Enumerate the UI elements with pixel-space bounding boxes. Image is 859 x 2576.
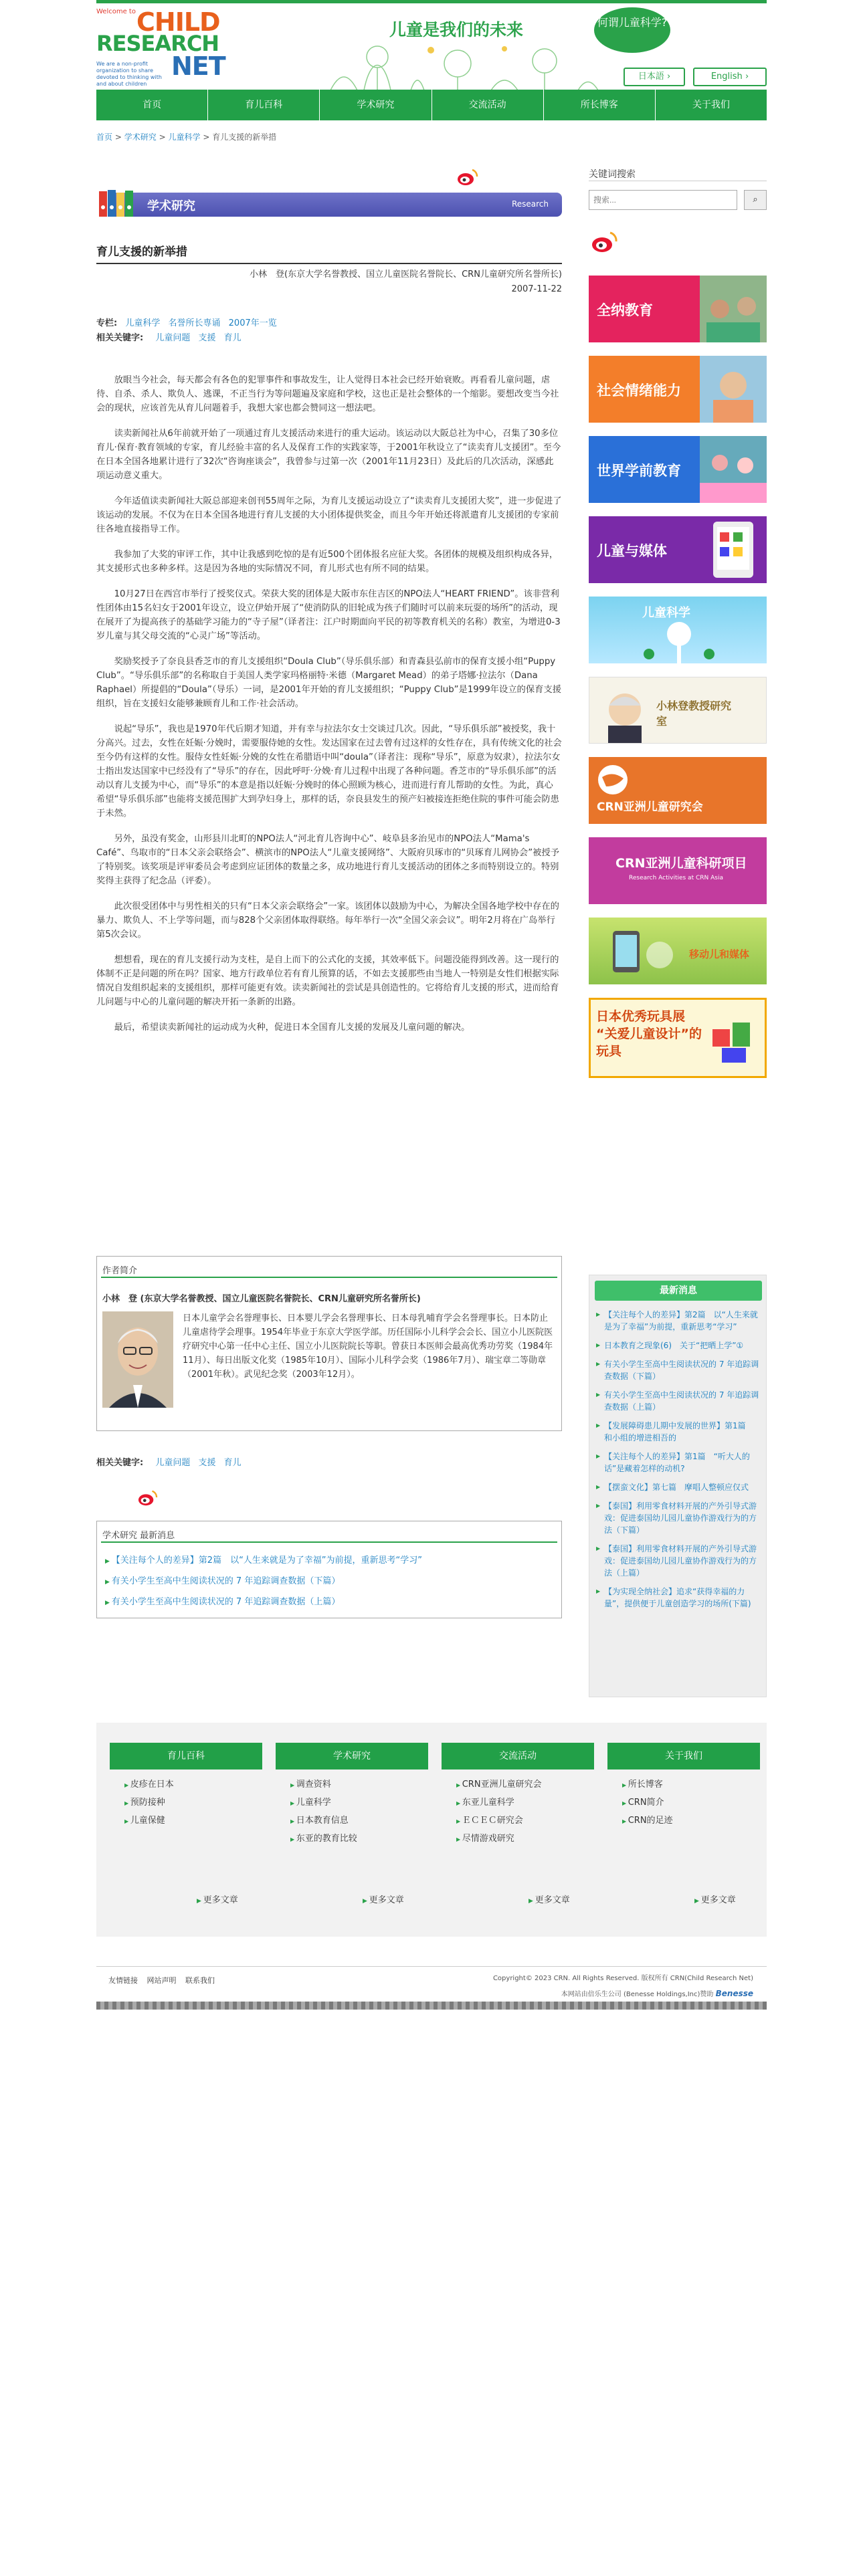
keyword-label: 相关关键字: bbox=[96, 333, 144, 343]
copyright: Copyright© 2023 CRN. All Rights Reserved. 版权所有 CRN(Child Research Net) bbox=[492, 1975, 753, 1982]
english-site-button[interactable] bbox=[693, 68, 767, 86]
friend-links[interactable]: 友情链接 bbox=[108, 1976, 138, 1985]
latest-item[interactable]: ▶ 【关注每个人的差异】第2篇 以“人生来就是为了幸福”为前提，重新思考“学习” bbox=[105, 1551, 422, 1572]
footer-col-title[interactable]: 育儿百科 bbox=[110, 1743, 262, 1769]
contact-link[interactable]: 联系我们 bbox=[185, 1976, 215, 1985]
japanese-label: 日本語 bbox=[638, 72, 664, 82]
logo-welcome: Welcome to bbox=[96, 8, 136, 15]
footer-col-parenting bbox=[110, 1743, 262, 1830]
search-input[interactable] bbox=[589, 190, 737, 210]
breadcrumb-sep: > bbox=[159, 132, 166, 142]
news-item[interactable]: ▶ 【发展障碍患儿期中发展的世界】第1篇 和小组的增进相吾的 bbox=[596, 1420, 761, 1444]
keyword-link[interactable]: 支援 bbox=[198, 333, 216, 343]
nav-about[interactable]: 关于我们 bbox=[692, 100, 730, 110]
site-header bbox=[96, 0, 767, 90]
phone-icon bbox=[599, 928, 680, 975]
site-logo[interactable] bbox=[96, 9, 254, 88]
footer-col-about bbox=[607, 1743, 760, 1830]
more-articles-link[interactable]: ▶ 更多文章 bbox=[529, 1893, 570, 1905]
ad-kobayashi-lab[interactable] bbox=[589, 677, 767, 744]
keyword-link[interactable]: 儿童问题 bbox=[155, 333, 191, 343]
footer-link[interactable]: ▶ 皮疹在日本 bbox=[124, 1776, 262, 1794]
ad-social-emotional[interactable] bbox=[589, 356, 767, 423]
footer-link[interactable]: ▶ 东亚的教育比较 bbox=[290, 1830, 428, 1848]
breadcrumb-research[interactable]: 学术研究 bbox=[124, 132, 157, 142]
ad-photo bbox=[700, 436, 767, 503]
author-profile bbox=[96, 1256, 562, 1431]
ad-child-media[interactable] bbox=[589, 516, 767, 583]
chevron-right-icon: › bbox=[666, 72, 671, 82]
ad-label: 移动儿和媒体 bbox=[689, 948, 750, 960]
nav-director-blog[interactable]: 所长博客 bbox=[544, 90, 656, 120]
footer-link[interactable]: ▶ 日本教育信息 bbox=[290, 1812, 428, 1830]
footer-link[interactable]: ▶ CRN的足迹 bbox=[622, 1812, 760, 1830]
what-is-child-science-bubble[interactable]: 何谓儿童科学? bbox=[594, 7, 670, 53]
news-item[interactable]: ▶ 有关小学生至高中生阅读状况的 7 年追踪调查数据（上篇） bbox=[596, 1389, 761, 1413]
header-illustration bbox=[324, 37, 605, 90]
ad-label: 社会情绪能力 bbox=[597, 383, 681, 399]
news-item[interactable]: ▶ 【泰国】利用零食材料开展的产外引导式游戏：促进泰国幼儿园儿童协作游戏行为的方法（上篇） bbox=[596, 1543, 761, 1579]
footer-link[interactable]: ▶ CRN亚洲儿童研究会 bbox=[456, 1776, 594, 1794]
latest-item[interactable]: ▶ 有关小学生至高中生阅读状况的 7 年追踪调查数据（上篇） bbox=[105, 1592, 422, 1613]
profile-heading: 作者简介 bbox=[102, 1266, 138, 1276]
article-body bbox=[96, 373, 562, 1046]
ad-child-science[interactable] bbox=[589, 597, 767, 663]
profile-divider bbox=[101, 1277, 557, 1278]
article-date: 2007-11-22 bbox=[511, 284, 562, 294]
more-articles-link[interactable]: ▶ 更多文章 bbox=[197, 1893, 238, 1905]
logo-child: CHILD bbox=[136, 7, 220, 37]
article-paragraph: 今年适值读卖新闻社大阪总部迎来创刊55周年之际，为育儿支援运动设立了“读卖育儿支援团大奖”，进一步促进了该运动的发展。不仅为在日本全国各地进行育儿支援的大小团体提供奖金，而且今年开始还将派遣育儿支援团的专家前往各地直接指导工作。 bbox=[96, 496, 562, 534]
latest-list bbox=[105, 1551, 422, 1613]
footer-col-title[interactable]: 交流活动 bbox=[442, 1743, 594, 1769]
toy-icon bbox=[706, 1009, 759, 1069]
footer-link[interactable]: ▶ 调查资料 bbox=[290, 1776, 428, 1794]
keyword-links-bottom bbox=[96, 1455, 242, 1468]
breadcrumb-sep: > bbox=[114, 132, 122, 142]
more-articles-link[interactable]: ▶ 更多文章 bbox=[694, 1893, 736, 1905]
ad-label: 儿童与媒体 bbox=[597, 543, 667, 559]
article-paragraph: 奖励奖授予了奈良县香芝市的育儿支援组织“Doula Club”（导乐俱乐部）和青森县弘前市的保育支援小组“Puppy Club”。“导乐俱乐部”的名称取自于美国人类学家玛格丽特·米德（Margaret Mead）的弟子塔娜·拉法尔（Dana Raphael）所提倡的“Doula”（导乐）一词，是2001年开始的育儿支援组织；“Puppy Club”是1999年设立的保育支援组织，旨在支援妇女能够兼顾育儿和工作·社会活动。 bbox=[96, 657, 562, 709]
ad-world-preschool[interactable] bbox=[589, 436, 767, 503]
keyword-link[interactable]: 儿童问题 bbox=[155, 1458, 191, 1468]
breadcrumb-sep: > bbox=[203, 132, 210, 142]
article-paragraph: 说起“导乐”，我也是1970年代后期才知道，并有幸与拉法尔女士交谈过几次。因此，“导乐俱乐部”被授奖，我十分高兴。过去，女性在妊娠·分娩时，需要服侍她的女性。发达国家在过去曾有过这样的女性存在，具有传统文化的社会至今仍有这样的女性。服侍女性妊娠·分娩的女性在希腊语中叫“doula”（译者注：现称“导乐”，原意为奴隶），拉法尔女士指出发达国家中已经没有了“导乐”的存在，因此呼吁·分娩·育儿过程中出现了各种问题。香芝市的“导乐俱乐部”的活动以育儿支援为中心，而“导乐”的本意是指以妊娠·分娩时的体心照顾为核心，进而进行育儿帮助的女性。为此，真心希望“导乐俱乐部”也能将支援范围扩大到孕妇身上，那样的话，奈良县发生的预产妇被接连拒绝住院的事件可能会防患于未然。 bbox=[96, 724, 562, 819]
weibo-share-icon[interactable] bbox=[455, 167, 479, 187]
column-links bbox=[96, 316, 277, 328]
ad-label: CRN亚洲儿童科研项目 bbox=[615, 856, 747, 871]
news-item[interactable]: ▶ 有关小学生至高中生阅读状况的 7 年追踪调查数据（下篇） bbox=[596, 1358, 761, 1382]
column-link[interactable]: 2007年一览 bbox=[228, 318, 277, 328]
keyword-label: 相关关键字: bbox=[96, 1458, 144, 1468]
ad-photo bbox=[700, 276, 767, 342]
article-byline bbox=[96, 267, 562, 297]
ad-crn-asia-research[interactable] bbox=[589, 837, 767, 904]
keyword-links bbox=[96, 330, 242, 343]
ad-mobile-media[interactable] bbox=[589, 918, 767, 984]
nav-parenting[interactable]: 育儿百科 bbox=[208, 90, 320, 120]
footer-link[interactable]: ▶ 所长博客 bbox=[622, 1776, 760, 1794]
search-button[interactable] bbox=[744, 190, 767, 210]
footer-link[interactable]: ▶ 儿童科学 bbox=[290, 1794, 428, 1812]
article-title: 育儿支援的新举措 bbox=[96, 242, 562, 264]
nav-research[interactable]: 学术研究 bbox=[320, 90, 432, 120]
column-link[interactable]: 名誉所长専诵 bbox=[168, 318, 221, 328]
site-statement-link[interactable]: 网站声明 bbox=[147, 1976, 177, 1985]
footer-strip bbox=[96, 2002, 767, 2010]
professor-illustration bbox=[595, 683, 655, 743]
nav-events[interactable]: 交流活动 bbox=[432, 90, 544, 120]
ad-label: 全纳教育 bbox=[597, 302, 653, 318]
ad-inclusive-education[interactable] bbox=[589, 276, 767, 342]
article-paragraph: 想想看，现在的育儿支援行动为支柱，是自上而下的公式化的支援，其效率低下。问题没能得到改善。这一现行的体制不正是问题的所在吗？国家、地方行政单位若有育儿预算的话，不如去支援那些由当地人一特别是女性们根据实际情况自发组织起来的支援组织，那样可能更有效。读卖新闻社的尝试是具创造性的。它将给育儿支援的形式，进而给育儿问题与中心的儿童问题的解决开拓一条新的出路。 bbox=[96, 955, 559, 1007]
main-nav bbox=[96, 90, 767, 120]
banner-title: 学术研究 bbox=[147, 199, 195, 213]
breadcrumb bbox=[96, 131, 767, 142]
news-item[interactable]: ▶ 【摆蛮文化】第七篇 摩唱人整顿应仅式 bbox=[596, 1481, 761, 1493]
news-item[interactable]: ▶ 【关注每个人的差异】第1篇 “听大人的话”是藏着怎样的动机? bbox=[596, 1451, 761, 1475]
ad-label: 小林登教授研究室 bbox=[656, 700, 732, 728]
footer-link[interactable]: ▶ 尽情游戏研究 bbox=[456, 1830, 594, 1848]
ad-crn-asia-meeting[interactable] bbox=[589, 757, 767, 824]
profile-bio: 日本儿童学会名誉理事长、日本婴儿学会名誉理事长、日本母乳哺育学会名誉理事长。日本防止儿童虐待学会理事。1954年毕业于东京大学医学部。历任国际小儿科学会会长、国立小儿医院医疗研究中心第一任中心主任、国立小儿医院院长等职。曾获日本医师会最高优秀功劳奖（1984年11月）、每日出版文化奖（1985年10月）、国际小儿科学会奖（1986年7月）、瑞宝章二等勋章（2001年秋）。武见纪念奖（2003年12月）。 bbox=[183, 1313, 553, 1380]
books-icon bbox=[96, 189, 136, 218]
site-footer bbox=[96, 1723, 767, 1937]
weibo-share-icon[interactable] bbox=[135, 1489, 159, 1507]
news-box bbox=[589, 1275, 767, 1697]
tablet-icon bbox=[706, 522, 760, 578]
ad-label: CRN亚洲儿童研究会 bbox=[597, 800, 703, 814]
keyword-link[interactable]: 育儿 bbox=[223, 333, 242, 343]
footer-col-events bbox=[442, 1743, 594, 1848]
news-item[interactable]: ▶ 【关注每个人的差异】第2篇 以“人生来就是为了幸福”为前提，重新思考“学习” bbox=[596, 1309, 761, 1333]
footer-col-research bbox=[276, 1743, 428, 1848]
english-label: English bbox=[710, 72, 743, 82]
benesse-logo[interactable]: Benesse bbox=[715, 1989, 753, 1998]
latest-item[interactable]: ▶ 有关小学生至高中生阅读状况的 7 年追踪调查数据（下篇） bbox=[105, 1572, 422, 1592]
column-link[interactable]: 儿童科学 bbox=[125, 318, 161, 328]
footer-link[interactable]: ▶ CRN简介 bbox=[622, 1794, 760, 1812]
sponsor-note bbox=[561, 1988, 753, 1998]
footer-col-title[interactable]: 学术研究 bbox=[276, 1743, 428, 1769]
keyword-search-heading: 关键词搜索 bbox=[589, 169, 636, 180]
footer-link[interactable]: ▶ 预防接种 bbox=[124, 1794, 262, 1812]
search-icon: ⌕ bbox=[753, 195, 758, 205]
header-slogan: 儿童是我们的未来 bbox=[389, 20, 524, 39]
latest-heading: 学术研究 最新消息 bbox=[102, 1531, 175, 1541]
news-heading: 最新消息 bbox=[595, 1281, 762, 1301]
sponsor-text: 本网站由倍乐生公司 (Benesse Holdings,Inc)赞助 bbox=[561, 1991, 714, 1998]
footer-link[interactable]: ▶ ＥＣＥＣ研究会 bbox=[456, 1812, 594, 1830]
article-paragraph: 此次很受团体中与男性相关的只有“日本父亲会联络会”一家。该团体以鼓励为中心，为解决全国各地学校中存在的暴力、欺负人、不上学等问题，而与828个父亲团体取得联络。每年举行一次“全国父亲会议”。明年2月将在广岛举行第5次会议。 bbox=[96, 901, 559, 940]
news-list bbox=[596, 1309, 761, 1616]
footer-col-title[interactable]: 关于我们 bbox=[607, 1743, 760, 1769]
news-item[interactable]: ▶ 【为实现全纳社会】追求“获得幸福的力量”，提供便于儿童创造学习的场所(下篇) bbox=[596, 1586, 761, 1610]
logo-tagline: We are a non-profit organization to share devoted to thinking with and about children bbox=[96, 61, 162, 87]
logo-research: RESEARCH bbox=[96, 31, 219, 56]
ad-sublabel: Research Activities at CRN Asia bbox=[629, 875, 723, 881]
latest-divider bbox=[101, 1541, 557, 1543]
article-paragraph: 放眼当今社会，每天都会有各色的犯罪事件和事故发生，让人觉得日本社会已经开始衰败。再看看儿童问题，虐待、自杀、杀人、欺负人、逃课，不正当行为等问题遍及家庭和学校，这也正是社会整体的一个缩影。要想改变当今社会的现状，应该首先从育儿问题着手，我想大家也都会赞同这一想法吧。 bbox=[96, 375, 559, 413]
article-author: 小林 登(东京大学名誉教授、国立儿童医院名誉院长、CRN儿童研究所名誉所长) bbox=[250, 270, 562, 280]
japanese-site-button[interactable] bbox=[624, 68, 685, 86]
ad-label: 儿童科学 bbox=[642, 606, 690, 620]
weibo-icon[interactable] bbox=[589, 230, 618, 254]
footer-link[interactable]: ▶ 东亚儿童科学 bbox=[456, 1794, 594, 1812]
news-item[interactable]: ▶ 【泰国】利用零食材料开展的产外引导式游戏：促进泰国幼儿园儿童协作游戏行为的方法（下篇） bbox=[596, 1500, 761, 1536]
article-paragraph: 最后，希望读卖新闻社的运动成为火种，促进日本全国育儿支援的发展及儿童问题的解决。 bbox=[114, 1023, 470, 1033]
news-item[interactable]: ▶ 日本教育之现象(6) 关于“把晒上学”① bbox=[596, 1339, 761, 1352]
ad-label: 日本优秀玩具展 “关爱儿童设计”的玩具 bbox=[596, 1009, 702, 1059]
more-articles-link[interactable]: ▶ 更多文章 bbox=[363, 1893, 404, 1905]
bottom-links bbox=[108, 1975, 221, 1985]
latest-research-box bbox=[96, 1521, 562, 1618]
article-paragraph: 10月27日在西宫市举行了授奖仪式。荣获大奖的团体是大阪市东住吉区的NPO法人“HEART FRIEND”。该非营利性团体由15名妇女于2001年设立，设立伊始开展了“使消防队的旧轮成为孩子们随时可以前来玩耍的场所”的活动，现在展开了为提高孩子的基础学习能力的“寺子屋”（译者注：江户时期面向平民的初等教育机关的名称）教室，为增进0-3岁儿童与其父母交流的“心灵广场”等活动。 bbox=[96, 589, 561, 641]
logo-net: NET bbox=[171, 51, 225, 81]
article-paragraph: 我参加了大奖的审评工作，其中让我感到吃惊的是有近500个团体报名应征大奖。各团体的规模及组织构成各异，其支援形式也多种多样。这是因为各地的实际情况不同，育儿形式也有所不同的结果。 bbox=[96, 550, 559, 574]
nav-home[interactable]: 首页 bbox=[96, 90, 208, 120]
keyword-link[interactable]: 支援 bbox=[198, 1458, 216, 1468]
globe-icon bbox=[597, 764, 637, 796]
keyword-link[interactable]: 育儿 bbox=[223, 1458, 242, 1468]
tree-icon bbox=[629, 621, 729, 663]
footer-link[interactable]: ▶ 儿童保健 bbox=[124, 1812, 262, 1830]
profile-name: 小林 登 (东京大学名誉教授、国立儿童医院名誉院长、CRN儿童研究所名誉所长) bbox=[102, 1294, 421, 1304]
chevron-right-icon: › bbox=[745, 72, 749, 82]
breadcrumb-home[interactable]: 首页 bbox=[96, 132, 113, 142]
research-banner bbox=[96, 189, 562, 217]
column-label: 专栏: bbox=[96, 318, 118, 328]
banner-subtitle: Research bbox=[511, 199, 549, 209]
author-photo bbox=[102, 1311, 173, 1408]
ad-photo bbox=[700, 356, 767, 423]
article-paragraph: 读卖新闻社从6年前就开始了一项通过育儿支援活动来进行的重大运动。该运动以大阪总社为中心，召集了30多位育儿·保育·教育领域的专家，育儿经验丰富的名人及保育工作的实践家等，于2001年秋设立了“读卖育儿支援团”。至今在日本全国各地累计进行了32次“咨询座谈会”，我曾参与过第一次（2001年11月23日）及此后的几次活动，深感此项运动意义重大。 bbox=[96, 429, 561, 481]
bottom-bar bbox=[96, 1966, 767, 2000]
breadcrumb-child-science[interactable]: 儿童科学 bbox=[168, 132, 201, 142]
breadcrumb-current: 育儿支援的新举措 bbox=[212, 132, 277, 142]
article-paragraph: 另外，虽没有奖金，山形县川北町的NPO法人“河北育儿咨询中心”、岐阜县多治见市的NPO法人“Mama's Café”、鸟取市的“日本父亲会联络会”、横滨市的NPO法人“儿童支援网络”、大阪府贝琢市的“贝琢育儿网协会”被授予了特别奖。该奖项是评审委员会考虑到应证团体的数量之多，成功地进行育儿支援活动的团体之多而特别设立的。特别奖得主获得了纪念品（评委）。 bbox=[96, 834, 560, 886]
ad-label: 世界学前教育 bbox=[597, 463, 681, 479]
ad-toy-award[interactable] bbox=[589, 998, 767, 1078]
